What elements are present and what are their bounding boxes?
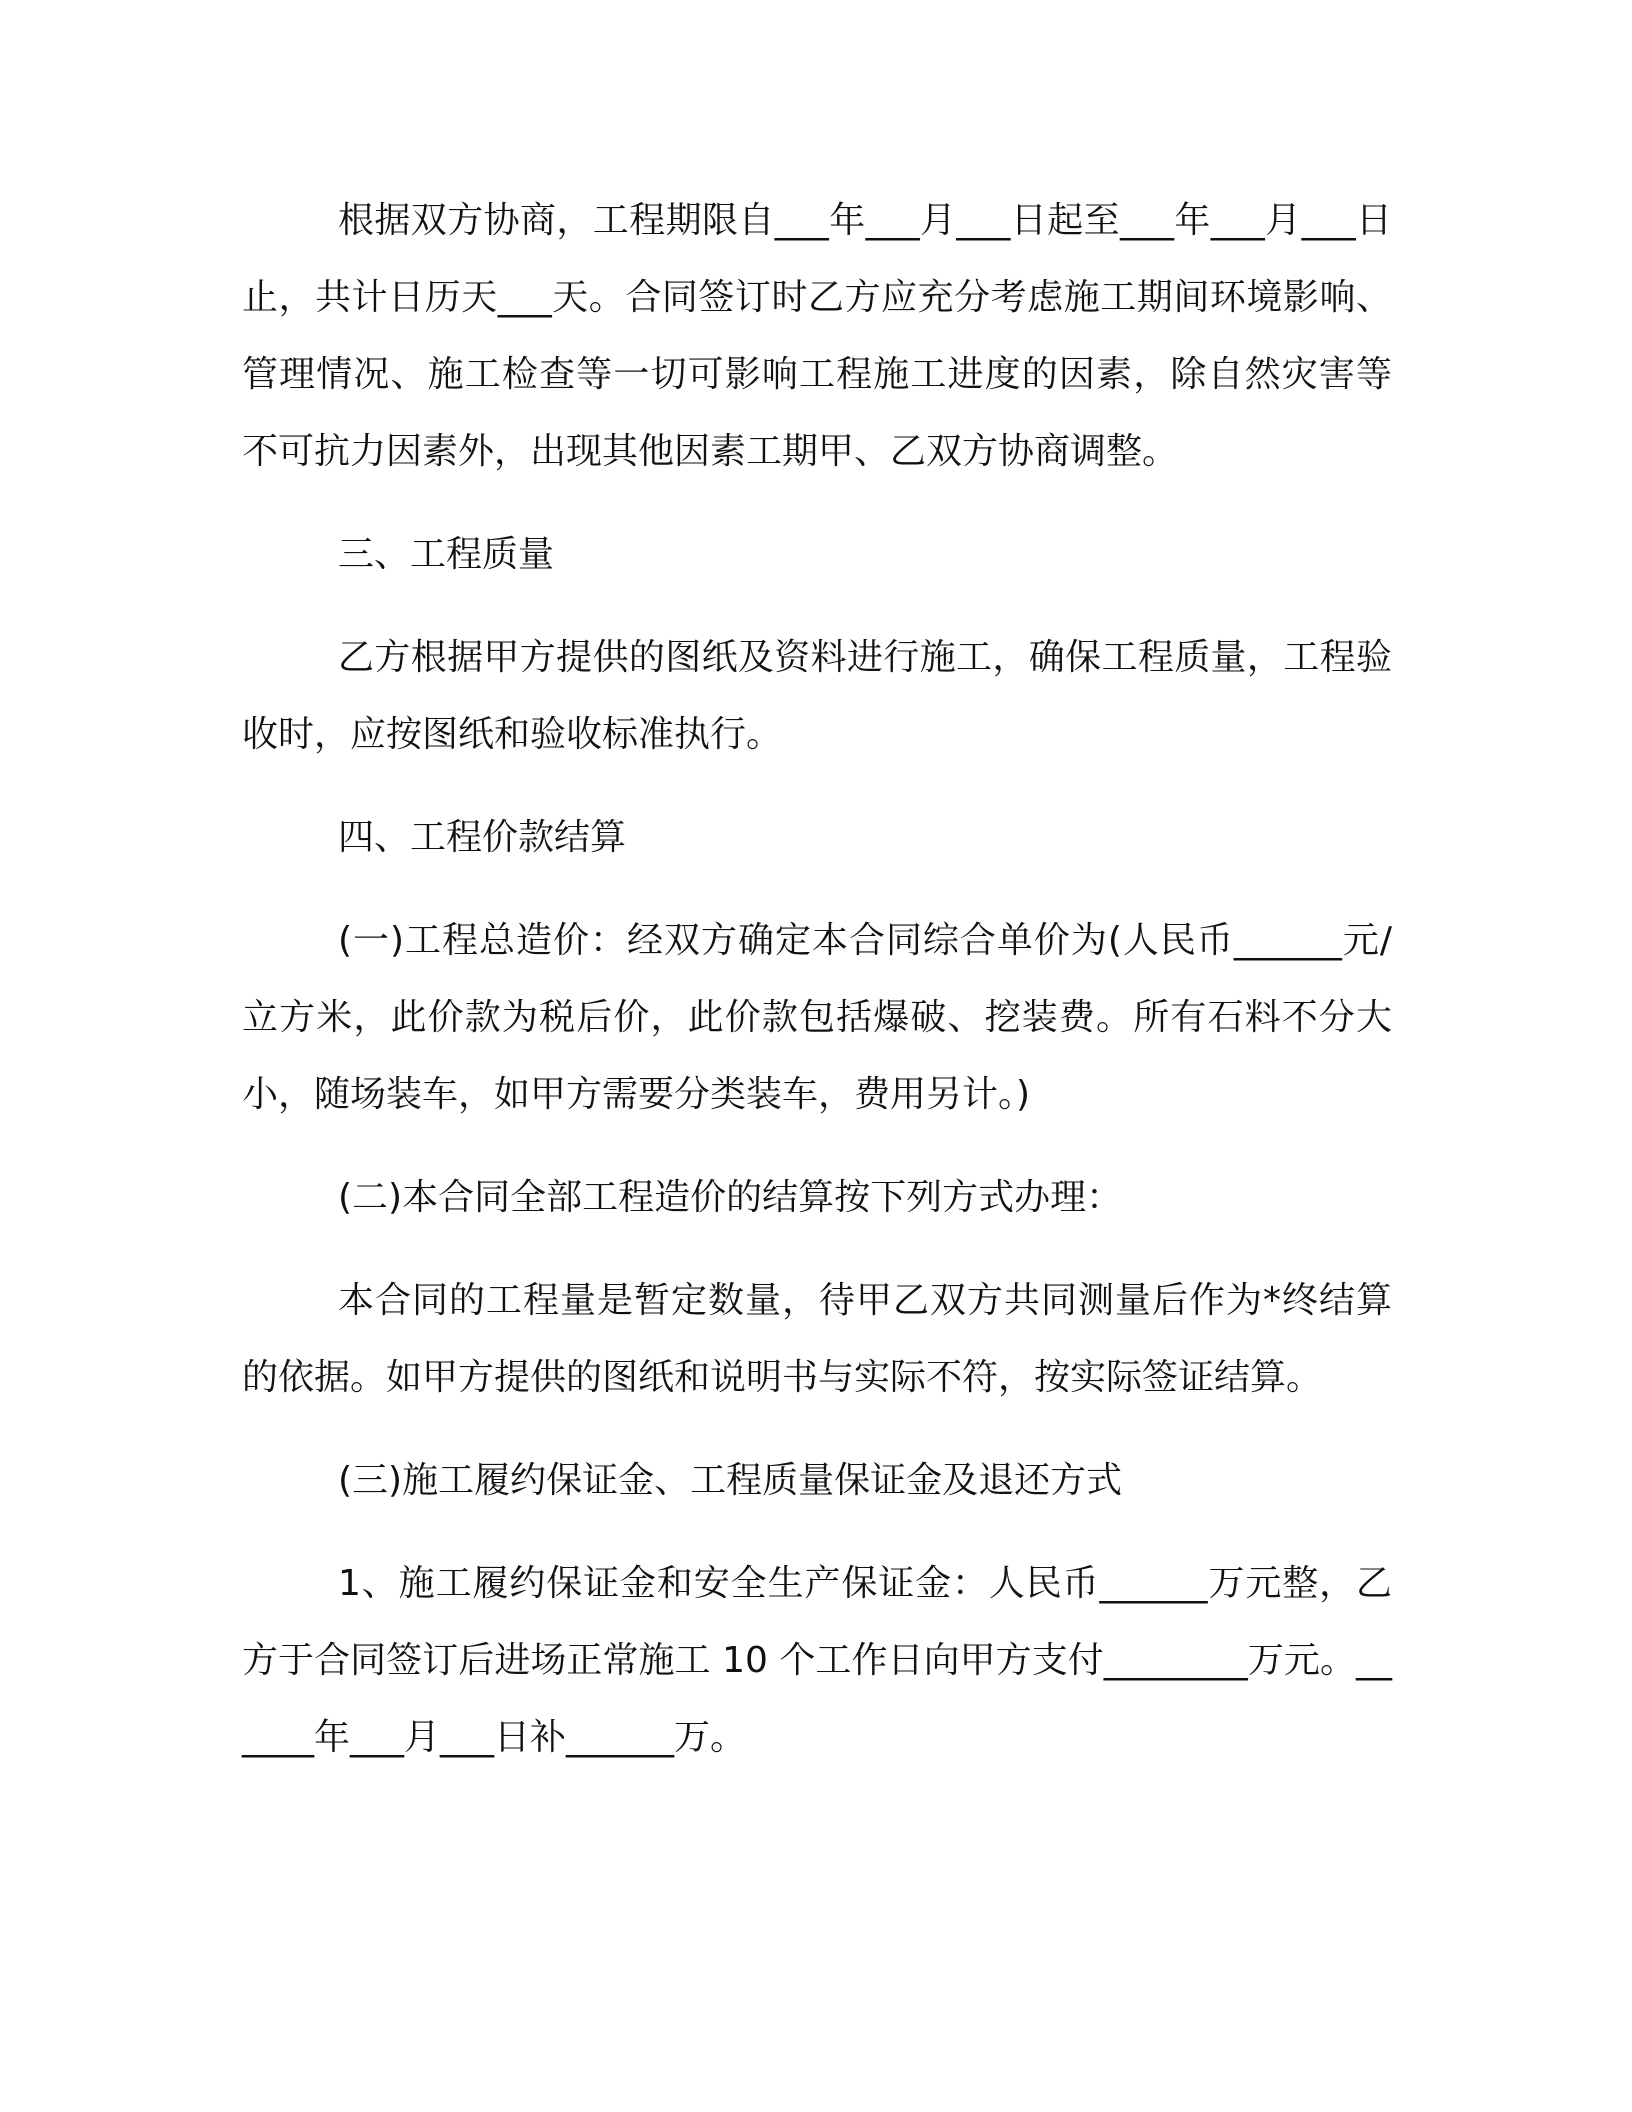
paragraph-quality-terms: 乙方根据甲方提供的图纸及资料进行施工，确保工程质量，工程验收时，应按图纸和验收标准执行。 bbox=[242, 637, 1392, 755]
paragraph-quantity-basis: 本合同的工程量是暂定数量，待甲乙双方共同测量后作为*终结算的依据。如甲方提供的图纸和说明书与实际不符，按实际签证结算。 bbox=[242, 1280, 1392, 1398]
heading-price-settlement: 四、工程价款结算 bbox=[338, 817, 627, 858]
paragraph-total-price: (一)工程总造价：经双方确定本合同综合单价为(人民币______元/立方米，此价款为税后价，此价款包括爆破、挖装费。所有石料不分大小，随场装车，如甲方需要分类装车，费用另计。) bbox=[242, 920, 1392, 1115]
paragraph-performance-deposit: 1、施工履约保证金和安全生产保证金：人民币______万元整，乙方于合同签订后进场正常施工 10 个工作日向甲方支付________万元。______年___月___日补______万。 bbox=[242, 1563, 1392, 1758]
heading-project-quality: 三、工程质量 bbox=[338, 534, 555, 575]
document-body bbox=[242, 182, 1392, 1776]
heading-deposits: (三)施工履约保证金、工程质量保证金及退还方式 bbox=[338, 1460, 1123, 1501]
paragraph-settlement-method: (二)本合同全部工程造价的结算按下列方式办理： bbox=[338, 1177, 1123, 1218]
paragraph-construction-period: 根据双方协商，工程期限自___年___月___日起至___年___月___日止，共计日历天___天。合同签订时乙方应充分考虑施工期间环境影响、管理情况、施工检查等一切可影响工程施工进度的因素，除自然灾害等不可抗力因素外，出现其他因素工期甲、乙双方协商调整。 bbox=[242, 200, 1392, 472]
